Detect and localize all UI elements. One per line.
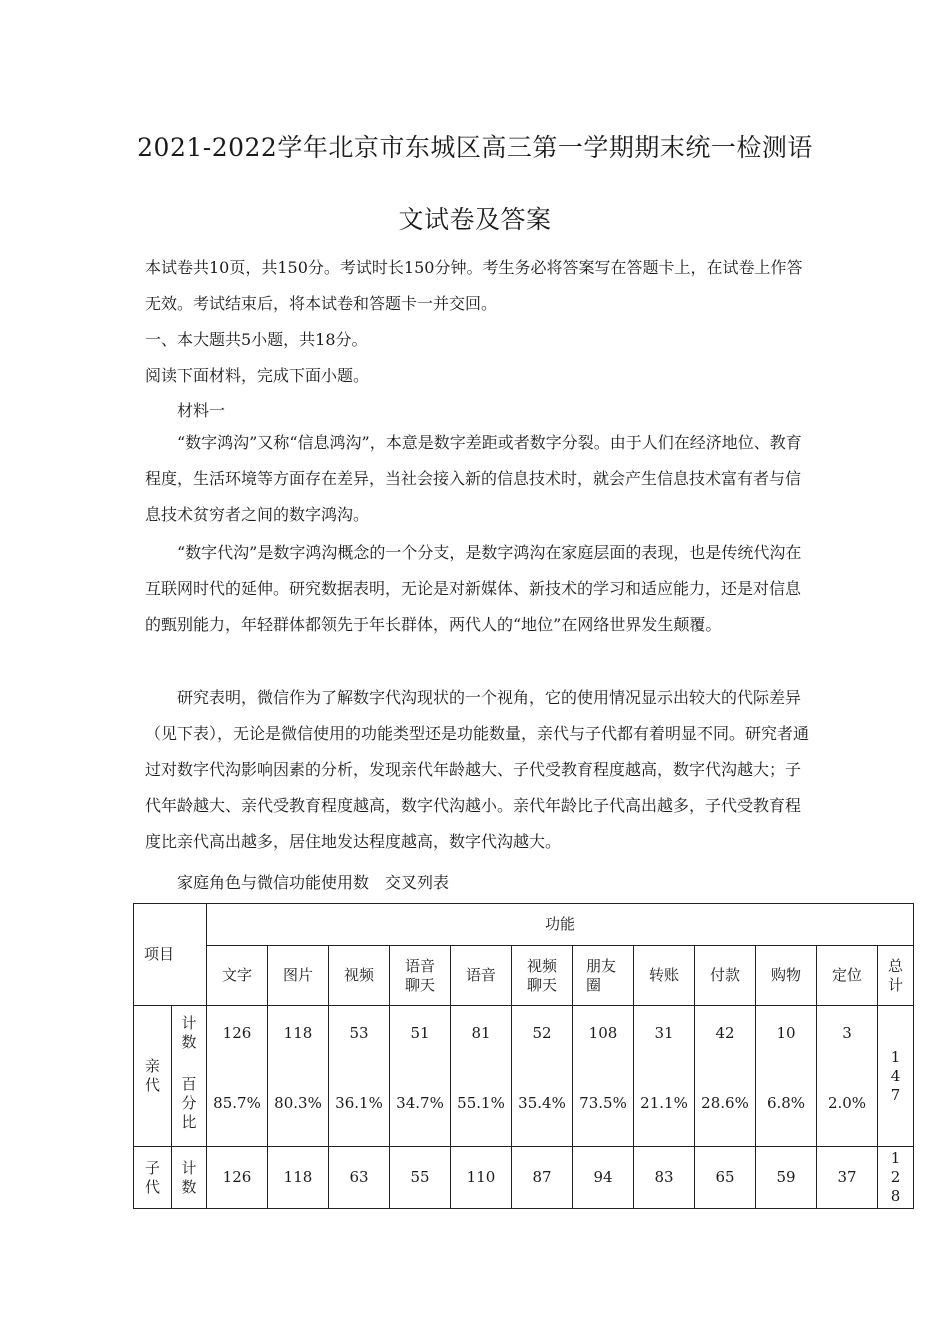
parent-label: 亲代	[134, 1006, 172, 1147]
cross-table	[133, 903, 914, 1209]
percent-label: 百分比	[172, 1061, 207, 1147]
paragraph-1: “数字鸿沟”又称“信息鸿沟”，本意是数字差距或者数字分裂。由于人们在经济地位、教育程度，生活环境等方面存在差异，当社会接入新的信息技术时，就会产生信息技术富有者与信息技术贫穷者之间的数字鸿沟。	[145, 433, 802, 524]
material-label: 材料一	[177, 401, 226, 420]
paragraph-3: 研究表明，微信作为了解数字代沟现状的一个视角，它的使用情况显示出较大的代际差异（见下表），无论是微信使用的功能类型还是功能数量，亲代与子代都有着明显不同。研究者通过对数字代沟影响因素的分析，发现亲代年龄越大、子代受教育程度越高，数字代沟越大；子代年龄越大、亲代受教育程度越高，数字代沟越小。亲代年龄比子代高出越多，子代受教育程度比亲代高出越多，居住地发达程度越高，数字代沟越大。	[145, 688, 810, 851]
parent-count: 53	[329, 1006, 390, 1061]
col-header: 文字	[207, 946, 268, 1006]
parent-percent: 35.4%	[512, 1061, 573, 1147]
parent-percent: 73.5%	[573, 1061, 634, 1147]
count-label: 计数	[172, 1006, 207, 1061]
parent-percent: 28.6%	[695, 1061, 756, 1147]
col-header: 总计	[878, 946, 914, 1006]
col-header: 定位	[817, 946, 878, 1006]
parent-count: 118	[268, 1006, 329, 1061]
col-header: 图片	[268, 946, 329, 1006]
parent-percent: 85.7%	[207, 1061, 268, 1147]
parent-count: 52	[512, 1006, 573, 1061]
child-count: 126	[207, 1147, 268, 1209]
intro-paragraph: 本试卷共10页，共150分。考试时长150分钟。考生务必将答案写在答题卡上，在试卷上作答无效。考试结束后，将本试卷和答题卡一并交回。	[145, 258, 803, 313]
parent-count: 42	[695, 1006, 756, 1061]
parent-percent: 55.1%	[451, 1061, 512, 1147]
child-count: 37	[817, 1147, 878, 1209]
page-bottom-blank	[0, 1210, 950, 1344]
child-count: 55	[390, 1147, 451, 1209]
parent-count: 81	[451, 1006, 512, 1061]
col-header: 视频	[329, 946, 390, 1006]
child-count: 94	[573, 1147, 634, 1209]
paragraph-2: “数字代沟”是数字鸿沟概念的一个分支，是数字鸿沟在家庭层面的表现，也是传统代沟在互联网时代的延伸。研究数据表明，无论是对新媒体、新技术的学习和适应能力，还是对信息的甄别能力，年轻群体都领先于年长群体，两代人的“地位”在网络世界发生颠覆。	[145, 543, 802, 634]
parent-count: 51	[390, 1006, 451, 1061]
col-header: 语音聊天	[390, 946, 451, 1006]
col-header: 朋友圈	[573, 946, 634, 1006]
parent-count: 10	[756, 1006, 817, 1061]
item-header: 项目	[134, 904, 207, 1006]
child-count: 110	[451, 1147, 512, 1209]
col-header: 购物	[756, 946, 817, 1006]
parent-percent: 2.0%	[817, 1061, 878, 1147]
instruction-text: 阅读下面材料，完成下面小题。	[145, 366, 370, 385]
child-count: 65	[695, 1147, 756, 1209]
title-line-2: 文试卷及答案	[398, 205, 552, 234]
parent-percent: 80.3%	[268, 1061, 329, 1147]
title-line-1: 2021-2022学年北京市东城区高三第一学期期末统一检测语	[137, 133, 813, 162]
section-heading: 一、本大题共5小题，共18分。	[145, 330, 368, 349]
parent-percent: 34.7%	[390, 1061, 451, 1147]
parent-count: 3	[817, 1006, 878, 1061]
col-header: 付款	[695, 946, 756, 1006]
child-count: 63	[329, 1147, 390, 1209]
parent-count: 108	[573, 1006, 634, 1061]
parent-percent: 6.8%	[756, 1061, 817, 1147]
child-count: 118	[268, 1147, 329, 1209]
col-header: 转账	[634, 946, 695, 1006]
parent-total: 147	[878, 1006, 914, 1147]
parent-count: 126	[207, 1006, 268, 1061]
child-count: 87	[512, 1147, 573, 1209]
function-header: 功能	[207, 904, 914, 946]
count-label: 计数	[172, 1147, 207, 1209]
child-count: 83	[634, 1147, 695, 1209]
table-caption: 家庭角色与微信功能使用数 交叉列表	[177, 873, 450, 892]
parent-percent: 36.1%	[329, 1061, 390, 1147]
col-header: 视频聊天	[512, 946, 573, 1006]
child-count: 59	[756, 1147, 817, 1209]
child-total: 128	[878, 1147, 914, 1209]
parent-percent: 21.1%	[634, 1061, 695, 1147]
col-header: 语音	[451, 946, 512, 1006]
parent-count: 31	[634, 1006, 695, 1061]
child-label: 子代	[134, 1147, 172, 1209]
